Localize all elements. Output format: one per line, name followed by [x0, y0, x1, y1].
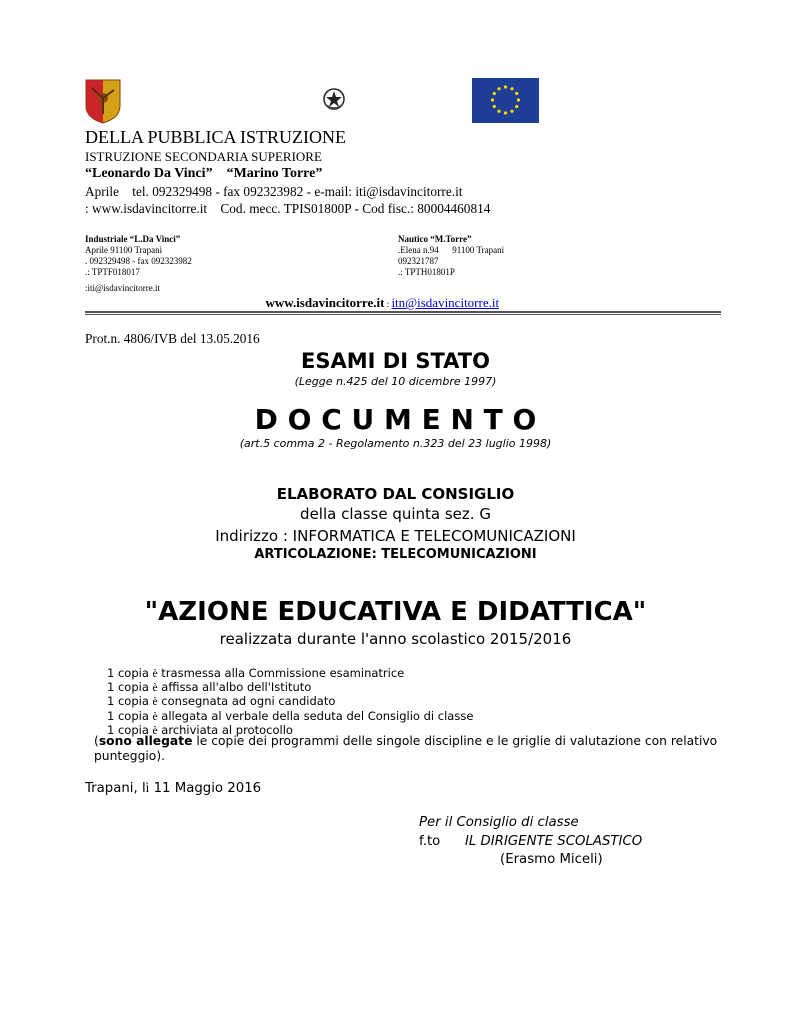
elaborato-heading: ELABORATO DAL CONSIGLIO [276, 485, 515, 503]
title-documento: D O C U M E N T O [254, 403, 537, 436]
attachments-note-line1: (sono allegate le copie dei programmi delle singole discipline e le griglie di valutazione con relativo [94, 734, 718, 748]
indirizzo-info: Indirizzo : INFORMATICA E TELECOMUNICAZIONI [215, 527, 576, 545]
signature-name: (Erasmo Miceli) [500, 852, 603, 867]
header-codes: : www.isdavincitorre.it Cod. mecc. TPIS01800P - Cod fisc.: 80004460814 [85, 201, 491, 216]
header-secondary: ISTRUZIONE SECONDARIA SUPERIORE [85, 149, 322, 164]
section-industriale-code: .: TPTF018017 [85, 267, 140, 277]
articolazione-info: ARTICOLAZIONE: TELECOMUNICAZIONI [254, 547, 537, 562]
main-title: "AZIONE EDUCATIVA E DIDATTICA" [144, 597, 647, 627]
section-nautico [398, 234, 648, 278]
italian-republic-emblem-icon [322, 86, 346, 112]
list-item: 1 copia è trasmessa alla Commissione esaminatrice [107, 666, 405, 680]
header-ministry: DELLA PUBBLICA ISTRUZIONE [85, 127, 346, 147]
class-info: della classe quinta sez. G [300, 505, 491, 523]
email-link[interactable]: itn@isdavincitorre.it [391, 295, 500, 310]
section-nautico-phone: 092321787 [398, 256, 439, 266]
section-nautico-address: .Elena n.94 91100 Trapani [398, 245, 505, 255]
sicily-emblem-icon [84, 78, 122, 124]
section-nautico-code: .: TPTH01801P [398, 267, 455, 277]
section-industriale [85, 234, 335, 278]
header-contacts: Aprile tel. 092329498 - fax 092323982 - e-mail: iti@isdavincitorre.it [85, 184, 463, 199]
list-item: 1 copia è affissa all'albo dell'Istituto [107, 680, 312, 695]
section-industriale-title: Industriale “L.Da Vinci” [85, 234, 181, 244]
website-line [259, 279, 499, 312]
section-industriale-email: :iti@isdavincitorre.it [85, 283, 161, 293]
list-item: 1 copia è archiviata al protocollo [107, 722, 293, 737]
subtitle-legge: (Legge n.425 del 10 dicembre 1997) [294, 375, 497, 388]
list-item: 1 copia è allegata al verbale della seduta del Consiglio di classe [107, 708, 474, 723]
attachments-note-line2: punteggio). [94, 749, 166, 763]
subtitle-articolo: (art.5 comma 2 - Regolamento n.323 del 23 luglio 1998) [239, 437, 552, 450]
place-date: Trapani, lì 11 Maggio 2016 [85, 780, 262, 796]
website-text: www.isdavincitorre.it [265, 295, 385, 310]
header-divider [85, 311, 721, 313]
website-separator: : [384, 299, 392, 309]
signature-fto: f.to [419, 834, 441, 849]
section-industriale-phone: . 092329498 - fax 092323982 [85, 256, 192, 266]
title-esami: ESAMI DI STATO [301, 349, 490, 373]
main-subtitle: realizzata durante l'anno scolastico 2015/2016 [219, 630, 572, 648]
list-item: 1 copia è consegnata ad ogni candidato [107, 694, 336, 709]
signature-dirigente: IL DIRIGENTE SCOLASTICO [465, 834, 643, 849]
signature-consiglio: Per il Consiglio di classe [419, 815, 579, 830]
protocol-number: Prot.n. 4806/IVB del 13.05.2016 [85, 331, 260, 346]
attachments-note [94, 734, 722, 764]
eu-flag-icon [472, 78, 539, 123]
section-nautico-title: Nautico “M.Torre” [398, 234, 472, 244]
header-school-names: “Leonardo Da Vinci” “Marino Torre” [85, 166, 323, 181]
section-industriale-address: Aprile 91100 Trapani [85, 245, 163, 255]
copies-list [107, 667, 707, 738]
header-divider-thin [85, 314, 721, 315]
